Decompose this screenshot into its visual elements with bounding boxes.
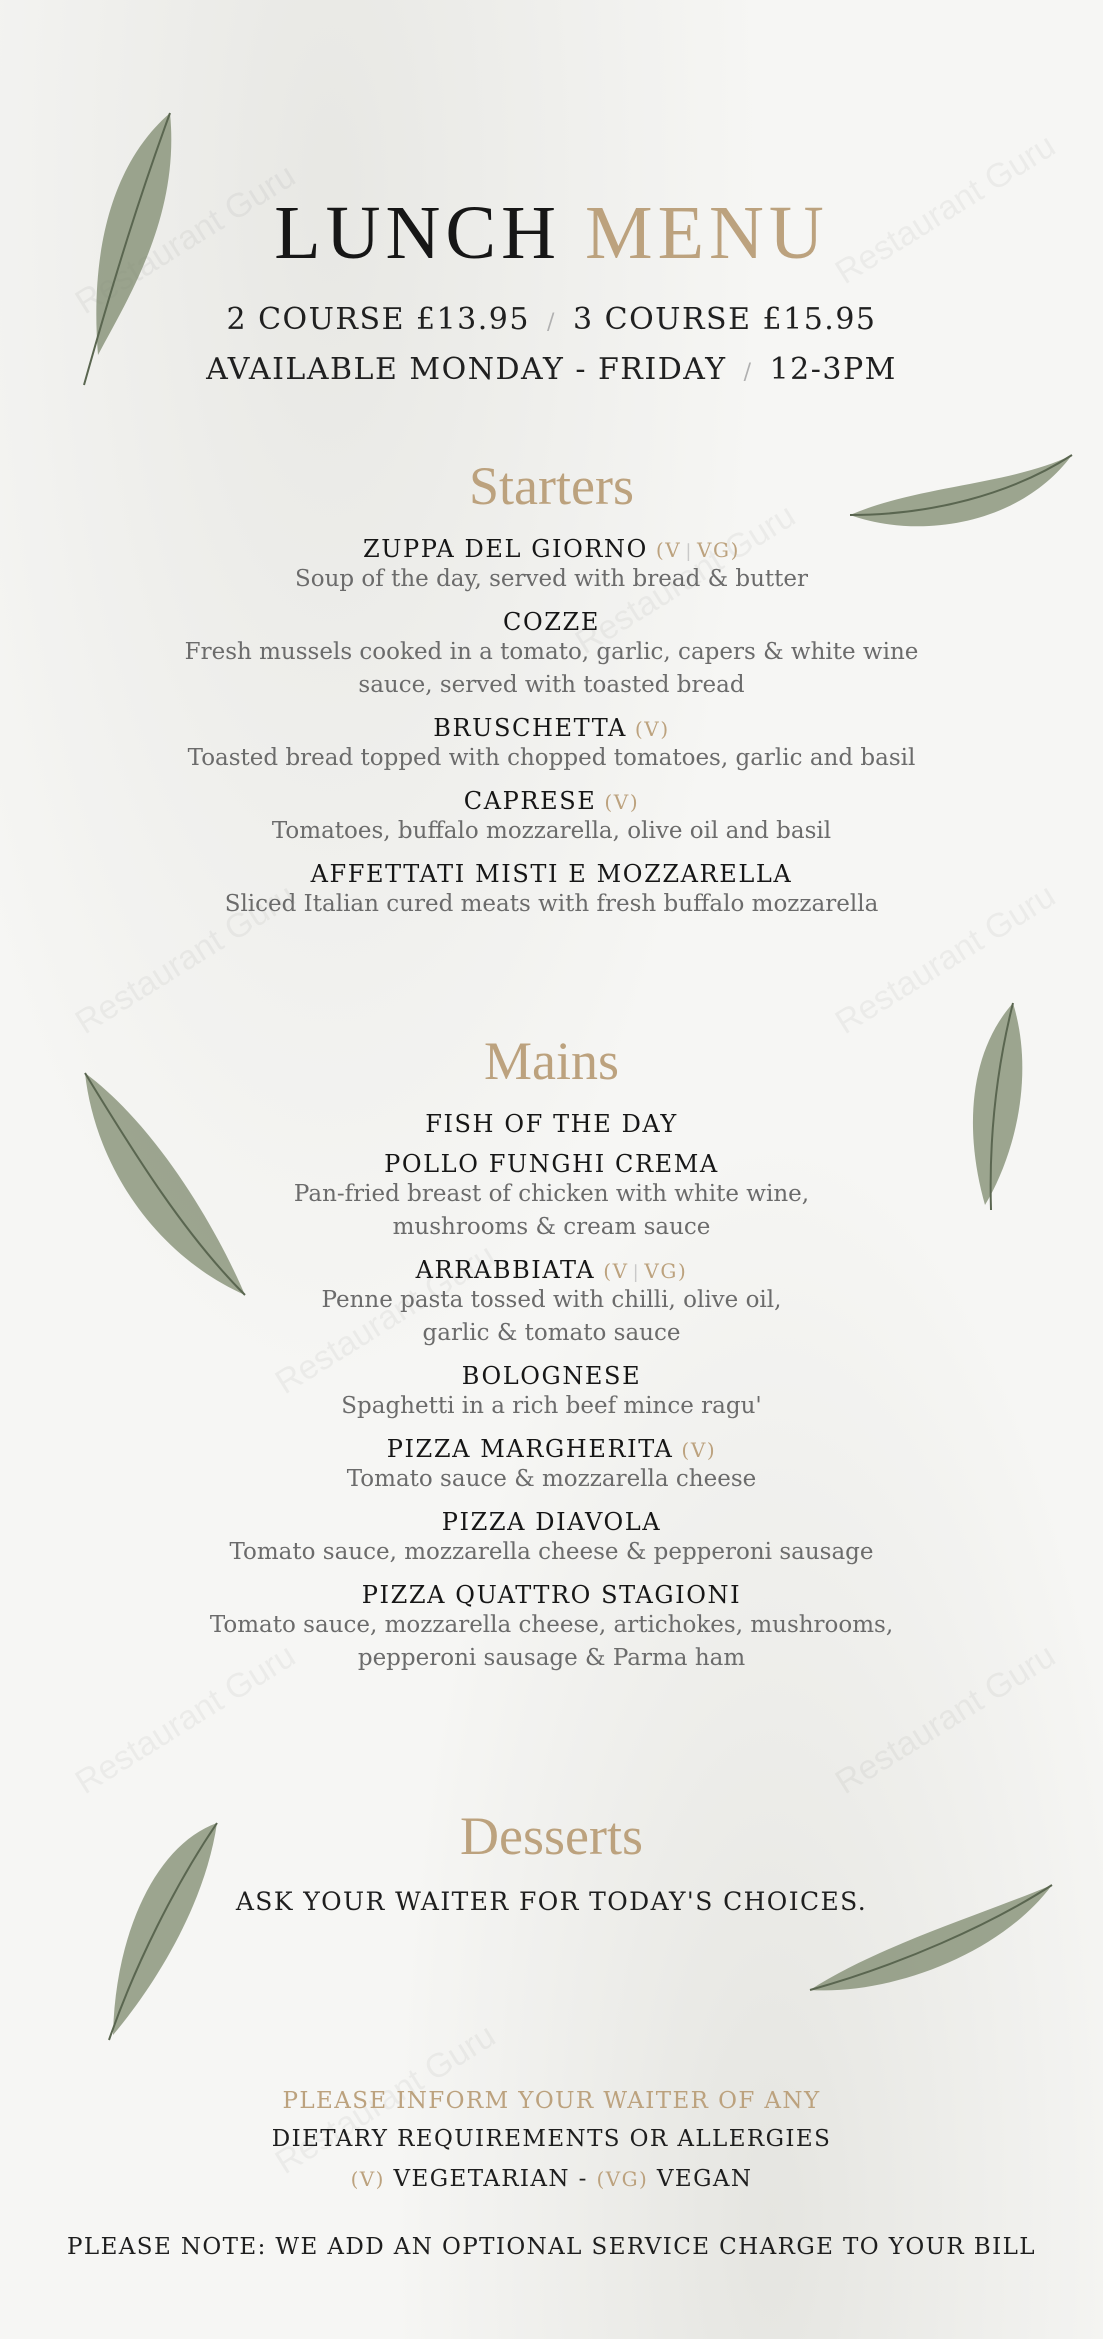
desserts-heading: Desserts [460, 1806, 643, 1866]
menu-item [0, 860, 1103, 921]
menu-item [0, 787, 1103, 848]
menu-item-description: Toasted bread topped with chopped tomatoes, garlic and basil [187, 745, 916, 771]
menu-item-title: CAPRESE [463, 787, 597, 815]
price-two-course: 2 COURSE £13.95 [226, 302, 530, 337]
menu-item [0, 1435, 1103, 1496]
title-word-menu: MENU [585, 191, 829, 275]
mains-list [0, 1110, 1103, 1687]
menu-item [0, 1581, 1103, 1675]
menu-item [0, 1362, 1103, 1423]
dietary-tag: V [690, 1438, 707, 1462]
menu-item-name [0, 1362, 1103, 1390]
menu-item-description: Tomatoes, buffalo mozzarella, olive oil and basil [271, 818, 832, 844]
dietary-tag: VG [644, 1259, 678, 1283]
dietary-tag: V [665, 538, 682, 562]
menu-item-description: Penne pasta tossed with chilli, olive oil, [321, 1287, 782, 1313]
menu-item-title: COZZE [503, 608, 600, 636]
menu-item-title: ARRABBIATA [415, 1256, 596, 1284]
legend-vg-tag: (VG) [596, 2167, 649, 2191]
menu-item-name [0, 535, 1103, 563]
menu-item-name [0, 1256, 1103, 1284]
menu-item-title: BOLOGNESE [461, 1362, 642, 1390]
availability-line [0, 352, 1103, 387]
menu-item-name [0, 1508, 1103, 1536]
dietary-tags: (V) [673, 1438, 717, 1462]
mains-heading: Mains [484, 1031, 619, 1091]
menu-item-title: BRUSCHETTA [433, 714, 627, 742]
menu-item-name [0, 1150, 1103, 1178]
page-title [0, 190, 1103, 277]
legend-v-label: VEGETARIAN - [393, 2166, 588, 2192]
inform-line-2: DIETARY REQUIREMENTS OR ALLERGIES [271, 2126, 832, 2152]
menu-item-name [0, 860, 1103, 888]
dietary-tag: VG [697, 538, 731, 562]
menu-item [0, 1508, 1103, 1569]
menu-item-title: PIZZA DIAVOLA [441, 1508, 662, 1536]
menu-item-description: pepperoni sausage & Parma ham [357, 1645, 746, 1671]
dietary-tag: V [612, 1259, 629, 1283]
menu-item [0, 608, 1103, 702]
dietary-tags: (V | VG) [647, 538, 741, 562]
dietary-tag: V [644, 717, 661, 741]
menu-item-title: POLLO FUNGHI CREMA [384, 1150, 719, 1178]
menu-item-name [0, 787, 1103, 815]
desserts-note: ASK YOUR WAITER FOR TODAY'S CHOICES. [235, 1887, 868, 1916]
inform-line-1: PLEASE INFORM YOUR WAITER OF ANY [282, 2088, 821, 2114]
menu-item-description: Fresh mussels cooked in a tomato, garlic, capers & white wine [184, 639, 919, 665]
menu-item [0, 1256, 1103, 1350]
legend-vg-label: VEGAN [656, 2166, 753, 2192]
menu-item-description: Pan-fried breast of chicken with white wine, [293, 1181, 810, 1207]
service-charge-note: PLEASE NOTE: WE ADD AN OPTIONAL SERVICE CHARGE TO YOUR BILL [67, 2234, 1036, 2260]
dietary-tags: (V) [626, 717, 670, 741]
starters-heading: Starters [469, 456, 634, 516]
menu-item-name [0, 1110, 1103, 1138]
price-line [0, 302, 1103, 337]
menu-item-description: Soup of the day, served with bread & butter [294, 566, 809, 592]
menu-item-description: sauce, served with toasted bread [358, 672, 745, 698]
menu-item-title: ZUPPA DEL GIORNO [362, 535, 648, 563]
menu-item-description: Tomato sauce & mozzarella cheese [346, 1466, 757, 1492]
legend-v-tag: (V) [350, 2167, 385, 2191]
menu-item-title: PIZZA MARGHERITA [386, 1435, 674, 1463]
dietary-legend [0, 2166, 1103, 2192]
menu-item [0, 714, 1103, 775]
menu-item-title: FISH OF THE DAY [425, 1110, 678, 1138]
menu-item [0, 1110, 1103, 1138]
menu-item-description: Tomato sauce, mozzarella cheese & pepperoni sausage [229, 1539, 874, 1565]
menu-item-name [0, 608, 1103, 636]
title-word-lunch: LUNCH [274, 191, 561, 275]
starters-list [0, 535, 1103, 933]
menu-item-title: PIZZA QUATTRO STAGIONI [361, 1581, 742, 1609]
price-three-course: 3 COURSE £15.95 [573, 302, 877, 337]
menu-item-title: AFFETTATI MISTI E MOZZARELLA [310, 860, 793, 888]
dietary-tag: V [613, 790, 630, 814]
menu-item [0, 1150, 1103, 1244]
price-separator: / [547, 310, 556, 335]
menu-item-name [0, 1581, 1103, 1609]
menu-item-description: Spaghetti in a rich beef mince ragu' [341, 1393, 762, 1419]
availability-days: AVAILABLE MONDAY - FRIDAY [206, 352, 727, 387]
menu-item-description: Tomato sauce, mozzarella cheese, artichokes, mushrooms, [209, 1612, 894, 1638]
menu-item-description: garlic & tomato sauce [422, 1320, 681, 1346]
availability-hours: 12-3PM [769, 352, 897, 387]
availability-separator: / [743, 360, 753, 385]
dietary-tags: (V | VG) [595, 1259, 688, 1283]
menu-item-name [0, 1435, 1103, 1463]
menu-item-description: Sliced Italian cured meats with fresh buffalo mozzarella [224, 891, 879, 917]
menu-item-description: mushrooms & cream sauce [392, 1214, 711, 1240]
dietary-tags: (V) [596, 790, 640, 814]
menu-item [0, 535, 1103, 596]
menu-item-name [0, 714, 1103, 742]
